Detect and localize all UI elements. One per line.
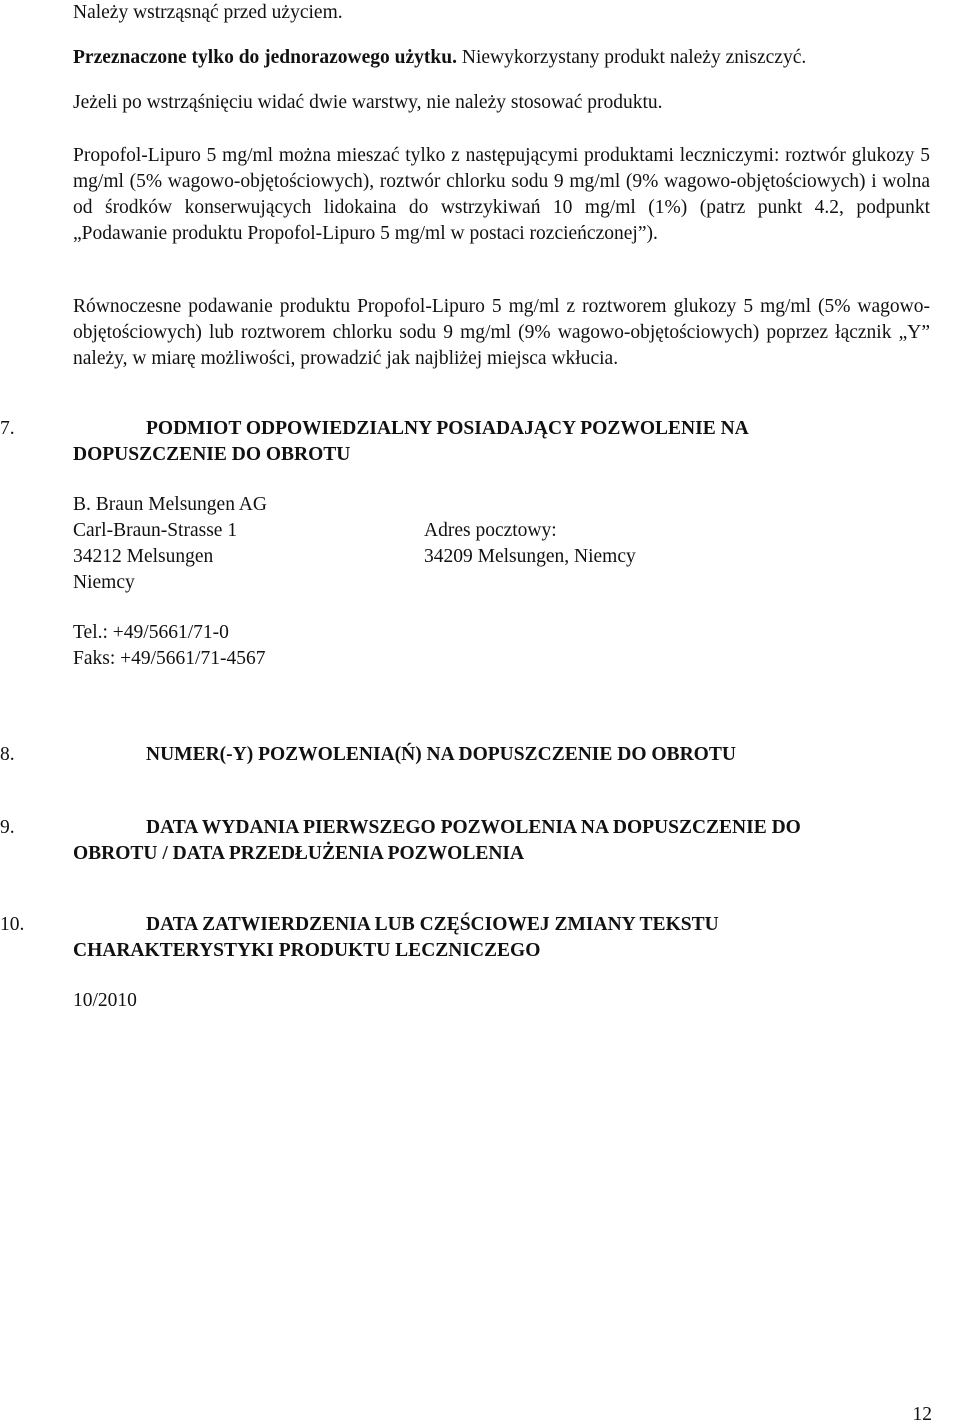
company-city: 34212 Melsungen (73, 546, 214, 567)
section-title-line2: DOPUSZCZENIE DO OBROTU (73, 444, 351, 465)
company-telephone: Tel.: +49/5661/71-0 (73, 622, 229, 643)
revision-date: 10/2010 (73, 990, 137, 1011)
single-use-note (73, 45, 806, 71)
section-number: 7. (0, 418, 15, 439)
postal-address-label: Adres pocztowy: (424, 520, 557, 541)
postal-address-value: 34209 Melsungen, Niemcy (424, 546, 636, 567)
section-title-line1: NUMER(-Y) POZWOLENIA(Ń) NA DOPUSZCZENIE DO OBROTU (146, 744, 736, 765)
single-use-bold: Przeznaczone tylko do jednorazowego użytku. (73, 47, 457, 68)
section-title-line2: OBROTU / DATA PRZEDŁUŻENIA POZWOLENIA (73, 843, 525, 864)
mixing-paragraph: Propofol-Lipuro 5 mg/ml można mieszać tylko z następującymi produktami leczniczymi: roztwór glukozy 5 mg/ml (5% wagowo-objętościowych), roztwór chlorku sodu 9 mg/ml (9% wagowo-objętościowych) i wolna od środków konserwujących lidokaina do wstrzykiwań 10 mg/ml (1%) (patrz punkt 4.2, podpunkt „Podawanie produktu Propofol-Lipuro 5 mg/ml w postaci rozcieńczonej”). (73, 145, 930, 244)
section-number: 9. (0, 817, 15, 838)
company-name: B. Braun Melsungen AG (73, 494, 267, 515)
page-number: 12 (912, 1404, 932, 1425)
section-title-line1: DATA WYDANIA PIERWSZEGO POZWOLENIA NA DOPUSZCZENIE DO (146, 817, 801, 838)
coadministration-paragraph: Równoczesne podawanie produktu Propofol-Lipuro 5 mg/ml z roztworem glukozy 5 mg/ml (5% wagowo-objętościowych) lub roztworem chlorku sodu 9 mg/ml (9% wagowo-objętościowych) poprzez łącznik „Y” należy, w miarę możliwości, prowadzić jak najbliżej miejsca wkłucia. (73, 296, 930, 369)
section-title-line1: DATA ZATWIERDZENIA LUB CZĘŚCIOWEJ ZMIANY TEKSTU (146, 914, 719, 935)
company-street: Carl-Braun-Strasse 1 (73, 520, 238, 541)
section-number: 10. (0, 914, 25, 935)
company-country: Niemcy (73, 572, 135, 593)
section-title-line1: PODMIOT ODPOWIEDZIALNY POSIADAJĄCY POZWOLENIE NA (146, 418, 749, 439)
shake-instruction: Należy wstrząsnąć przed użyciem. (73, 2, 343, 23)
single-use-rest: Niewykorzystany produkt należy zniszczyć. (456, 47, 807, 68)
company-fax: Faks: +49/5661/71-4567 (73, 648, 266, 669)
section-number: 8. (0, 744, 15, 765)
section-title-line2: CHARAKTERYSTYKI PRODUKTU LECZNICZEGO (73, 940, 541, 961)
two-layers-note: Jeżeli po wstrząśnięciu widać dwie warstwy, nie należy stosować produktu. (73, 92, 663, 113)
